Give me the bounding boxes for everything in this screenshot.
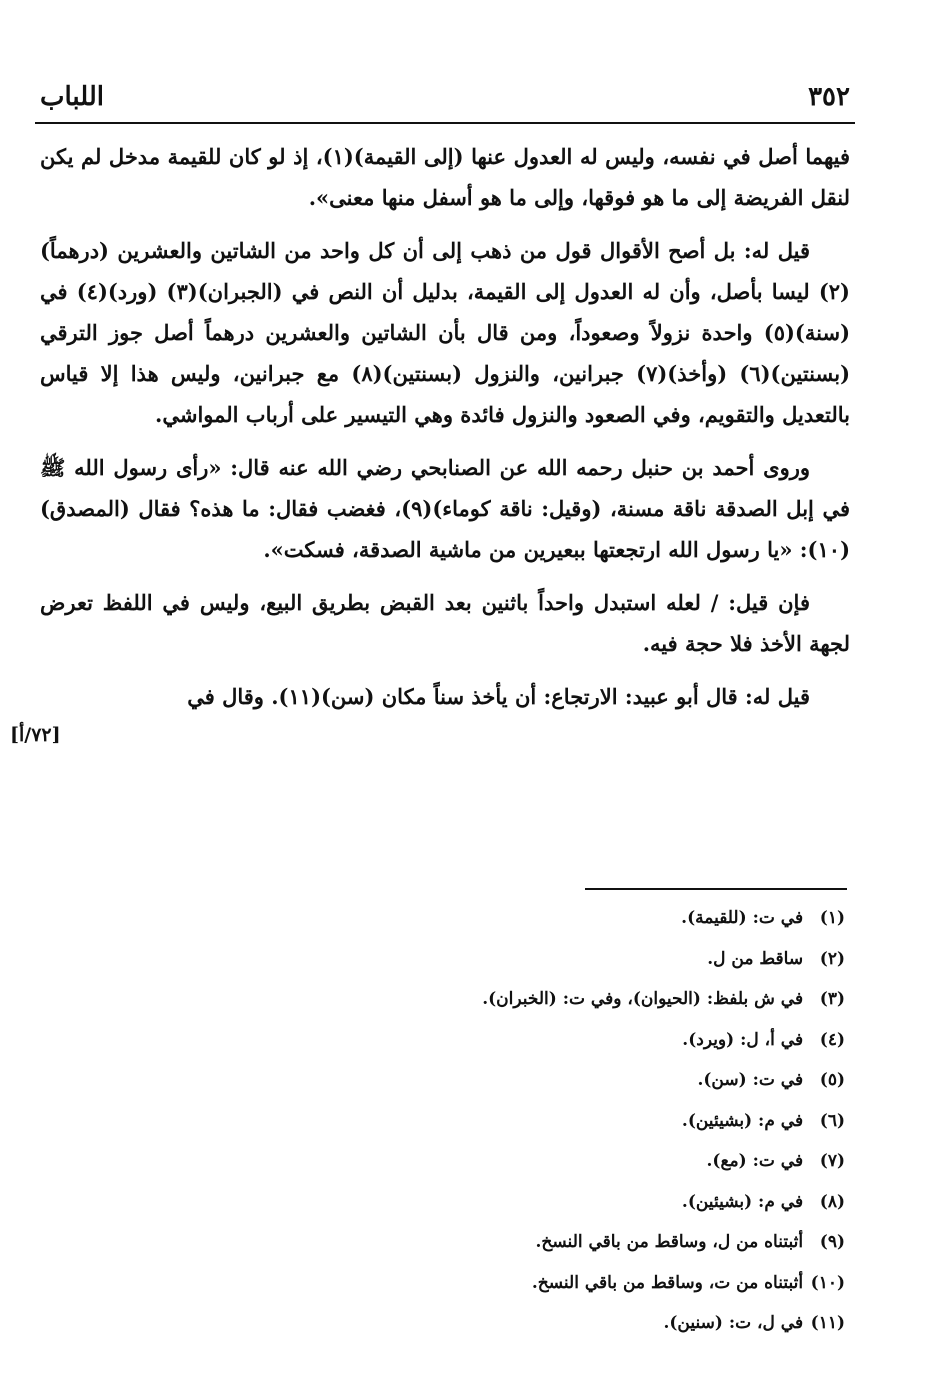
- footnote-number: (٢): [819, 948, 845, 969]
- footnote-number: (٥): [819, 1070, 845, 1090]
- footnote-item: [300, 1101, 845, 1142]
- footnote-text: في ت: (سن).: [697, 1070, 804, 1090]
- paragraph: [40, 582, 850, 664]
- footnote-item: [300, 1303, 845, 1344]
- footnote-number: (٦): [819, 1110, 845, 1131]
- footnote-number: (٨): [819, 1191, 845, 1212]
- footnote-text: في ت: (مع).: [706, 1151, 804, 1171]
- footnote-number: (٩): [819, 1232, 845, 1252]
- footnote-text: أثبتناه من ل، وساقط من باقي النسخ.: [535, 1232, 804, 1252]
- paragraph-text: قيل له: قال أبو عبيد: الارتجاع: أن يأخذ سناً مكان (سن)(١١). وقال في: [187, 684, 810, 709]
- footnote-item: [300, 939, 845, 980]
- footnote-text: في م: (بشيئين).: [681, 1191, 804, 1212]
- footnote-text: في أ، ل: (ويرد).: [682, 1029, 804, 1050]
- page-number: ٣٥٢: [808, 82, 850, 112]
- footnote-item: [300, 1182, 845, 1223]
- paragraph: [40, 447, 850, 570]
- paragraph: [40, 136, 850, 218]
- footnote-number: (٣): [819, 989, 845, 1009]
- footnote-text: ساقط من ل.: [707, 948, 804, 969]
- main-text: [40, 136, 850, 717]
- footnote-text: في ش بلفظ: (الحيوان)، وفي ت: (الخبران).: [482, 989, 804, 1009]
- paragraph: [40, 676, 850, 717]
- footnote-item: [300, 1020, 845, 1061]
- paragraph-text: قيل له: بل أصح الأقوال قول من ذهب إلى أن كل واحد من الشاتين والعشرين (درهماً)(٢) ليسا بأصل، وأن له العدول إلى القيمة، بدليل أن النص في (الجبران)(٣) (ورد)(٤) في (سنة)(٥) واحدة نزولاً وصعوداً، ومن قال بأن الشاتين والعشرين درهماً أصل جوز الترقي (بسنتين)(٦) (وأخذ)(٧) جبرانين، والنزول (بسنتين)(٨) مع جبرانين، وليس هذا إلا قياس بالتعديل والتقويم، وفي الصعود والنزول فائدة وهي التيسير على أرباب المواشي.: [40, 238, 851, 427]
- folio-marker: [٧٢/أ]: [10, 724, 61, 746]
- footnotes-list: [300, 898, 845, 1344]
- paragraph-text: وروى أحمد بن حنبل رحمه الله عن الصنابحي رضي الله عنه قال: «رأى رسول الله ﷺ في إبل الصدقة ناقة مسنة، (وقيل: ناقة كوماء)(٩)، فغضب فقال: ما هذه؟ فقال (المصدق)(١٠): «يا رسول الله ارتجعتها ببعيرين من ماشية الصدقة، فسكت».: [40, 455, 850, 562]
- paragraph-text: فإن قيل: / لعله استبدل واحداً باثنين بعد القبض بطريق البيع، وليس في اللفظ تعرض لجهة الأخذ فلا حجة فيه.: [40, 590, 850, 656]
- footnote-text: أثبتناه من ت، وساقط من باقي النسخ.: [531, 1272, 804, 1293]
- footnote-text: في ت: (للقيمة).: [681, 908, 804, 928]
- footnote-number: (١٠): [810, 1272, 845, 1293]
- footnote-rule: [585, 888, 847, 890]
- footnote-text: في ل، ت: (سنين).: [663, 1313, 804, 1333]
- footnote-number: (٤): [819, 1029, 845, 1050]
- footnote-item: [300, 1263, 845, 1304]
- footnote-number: (١١): [810, 1313, 845, 1333]
- footnote-text: في م: (بشيئين).: [681, 1110, 804, 1131]
- paragraph-text: فيهما أصل في نفسه، وليس له العدول عنها (إلى القيمة)(١)، إذ لو كان للقيمة مدخل لم يكن لنقل الفريضة إلى ما هو فوقها، وإلى ما هو أسفل منها معنى».: [40, 144, 851, 210]
- footnote-number: (١): [819, 908, 845, 928]
- running-title: اللباب: [40, 82, 104, 112]
- paragraph: [40, 230, 850, 435]
- header-rule: [35, 122, 855, 124]
- page-header: [40, 82, 850, 116]
- footnote-item: [300, 1222, 845, 1263]
- footnote-item: [300, 898, 845, 939]
- footnote-number: (٧): [819, 1151, 845, 1171]
- footnote-item: [300, 1141, 845, 1182]
- footnote-item: [300, 1060, 845, 1101]
- footnote-item: [300, 979, 845, 1020]
